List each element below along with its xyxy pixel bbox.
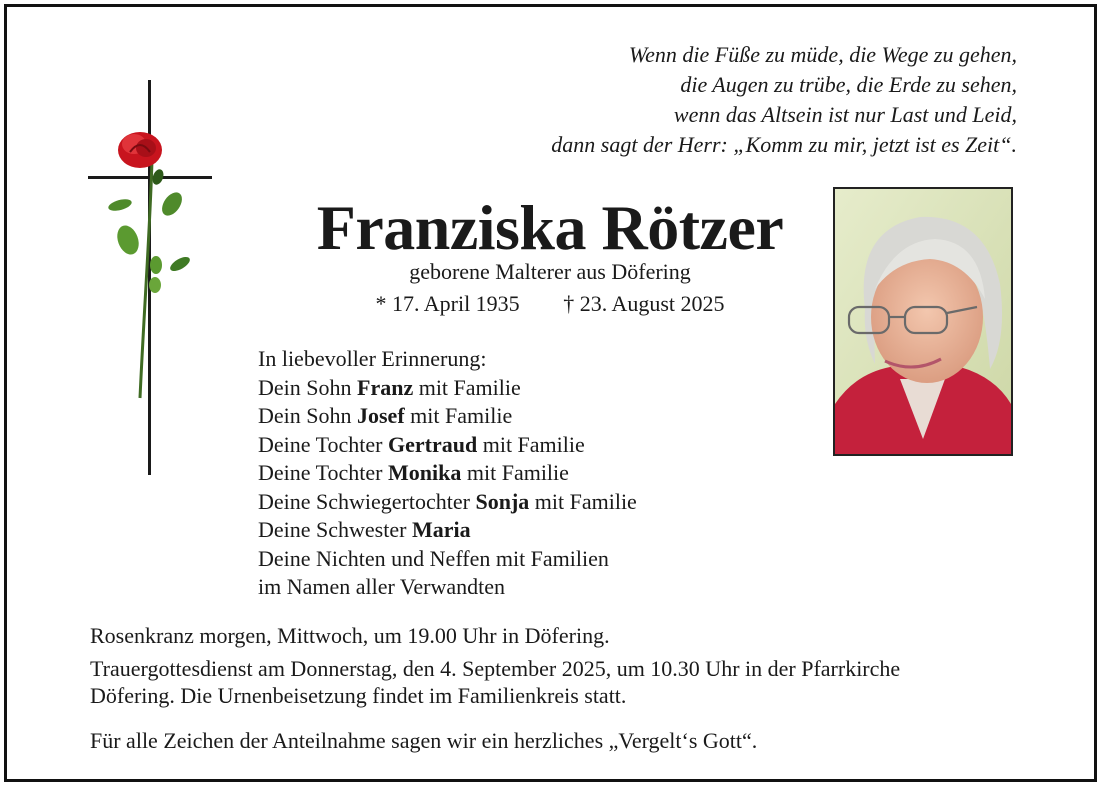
mourner-name: Maria bbox=[411, 517, 471, 542]
cross-with-rose-icon bbox=[80, 80, 220, 480]
relation-suffix: mit Familie bbox=[413, 374, 521, 400]
maiden-name: geborene Malterer aus Döfering bbox=[409, 259, 691, 284]
portrait-photo bbox=[833, 187, 1013, 456]
poem-line: Wenn die Füße zu müde, die Wege zu gehen, bbox=[628, 42, 1017, 67]
mourner-line-relatives: im Namen aller Verwandten bbox=[258, 574, 506, 599]
relation: Dein Sohn bbox=[258, 403, 357, 428]
mourner-line bbox=[258, 374, 637, 403]
thanks-notice: Für alle Zeichen der Anteilnahme sagen wir ein herzliches „Vergelt‘s Gott“. bbox=[90, 728, 758, 753]
death-date: † 23. August 2025 bbox=[563, 291, 725, 316]
relation: Deine Tochter bbox=[258, 460, 389, 485]
life-dates bbox=[300, 290, 800, 318]
deceased-name: Franziska Rötzer bbox=[316, 192, 784, 263]
mourner-name: Josef bbox=[357, 403, 405, 428]
poem-line: die Augen zu trübe, die Erde zu sehen, bbox=[680, 72, 1017, 97]
mourner-line bbox=[258, 516, 637, 545]
mourners-intro: In liebevoller Erinnerung: bbox=[258, 346, 487, 371]
poem-line: dann sagt der Herr: „Komm zu mir, jetzt ist es Zeit“. bbox=[551, 132, 1017, 157]
relation: Deine Schwiegertochter bbox=[258, 488, 476, 514]
portrait-image bbox=[835, 189, 1011, 454]
poem-line: wenn das Altsein ist nur Last und Leid, bbox=[673, 102, 1017, 127]
mourner-line-nieces: Deine Nichten und Neffen mit Familien bbox=[258, 545, 609, 571]
mourner-name: Franz bbox=[357, 374, 414, 400]
relation-suffix: mit Familie bbox=[404, 403, 513, 428]
poem bbox=[551, 40, 1017, 160]
mourner-line bbox=[258, 402, 637, 431]
mourner-name: Monika bbox=[388, 460, 462, 485]
mourner-line bbox=[258, 459, 637, 488]
rosary-notice: Rosenkranz morgen, Mittwoch, um 19.00 Uhr in Döfering. bbox=[90, 623, 610, 648]
relation-suffix: mit Familie bbox=[477, 431, 585, 457]
relation-suffix: mit Familie bbox=[529, 488, 637, 514]
relation-suffix: mit Familie bbox=[461, 460, 569, 485]
mourner-name: Sonja bbox=[475, 488, 530, 514]
mourner-line bbox=[258, 431, 637, 460]
mourner-name: Gertraud bbox=[388, 431, 478, 457]
relation: Deine Schwester bbox=[258, 517, 412, 542]
mourner-line bbox=[258, 488, 637, 517]
relation: Deine Tochter bbox=[258, 431, 389, 457]
birth-date: * 17. April 1935 bbox=[375, 291, 520, 316]
mourners-list bbox=[258, 345, 637, 602]
funeral-notice: Trauergottesdienst am Donnerstag, den 4. September 2025, um 10.30 Uhr in der Pfarrkirche Döfering. Die Urnenbeisetzung findet im Familienkreis statt. bbox=[90, 656, 901, 708]
relation: Dein Sohn bbox=[258, 374, 357, 400]
